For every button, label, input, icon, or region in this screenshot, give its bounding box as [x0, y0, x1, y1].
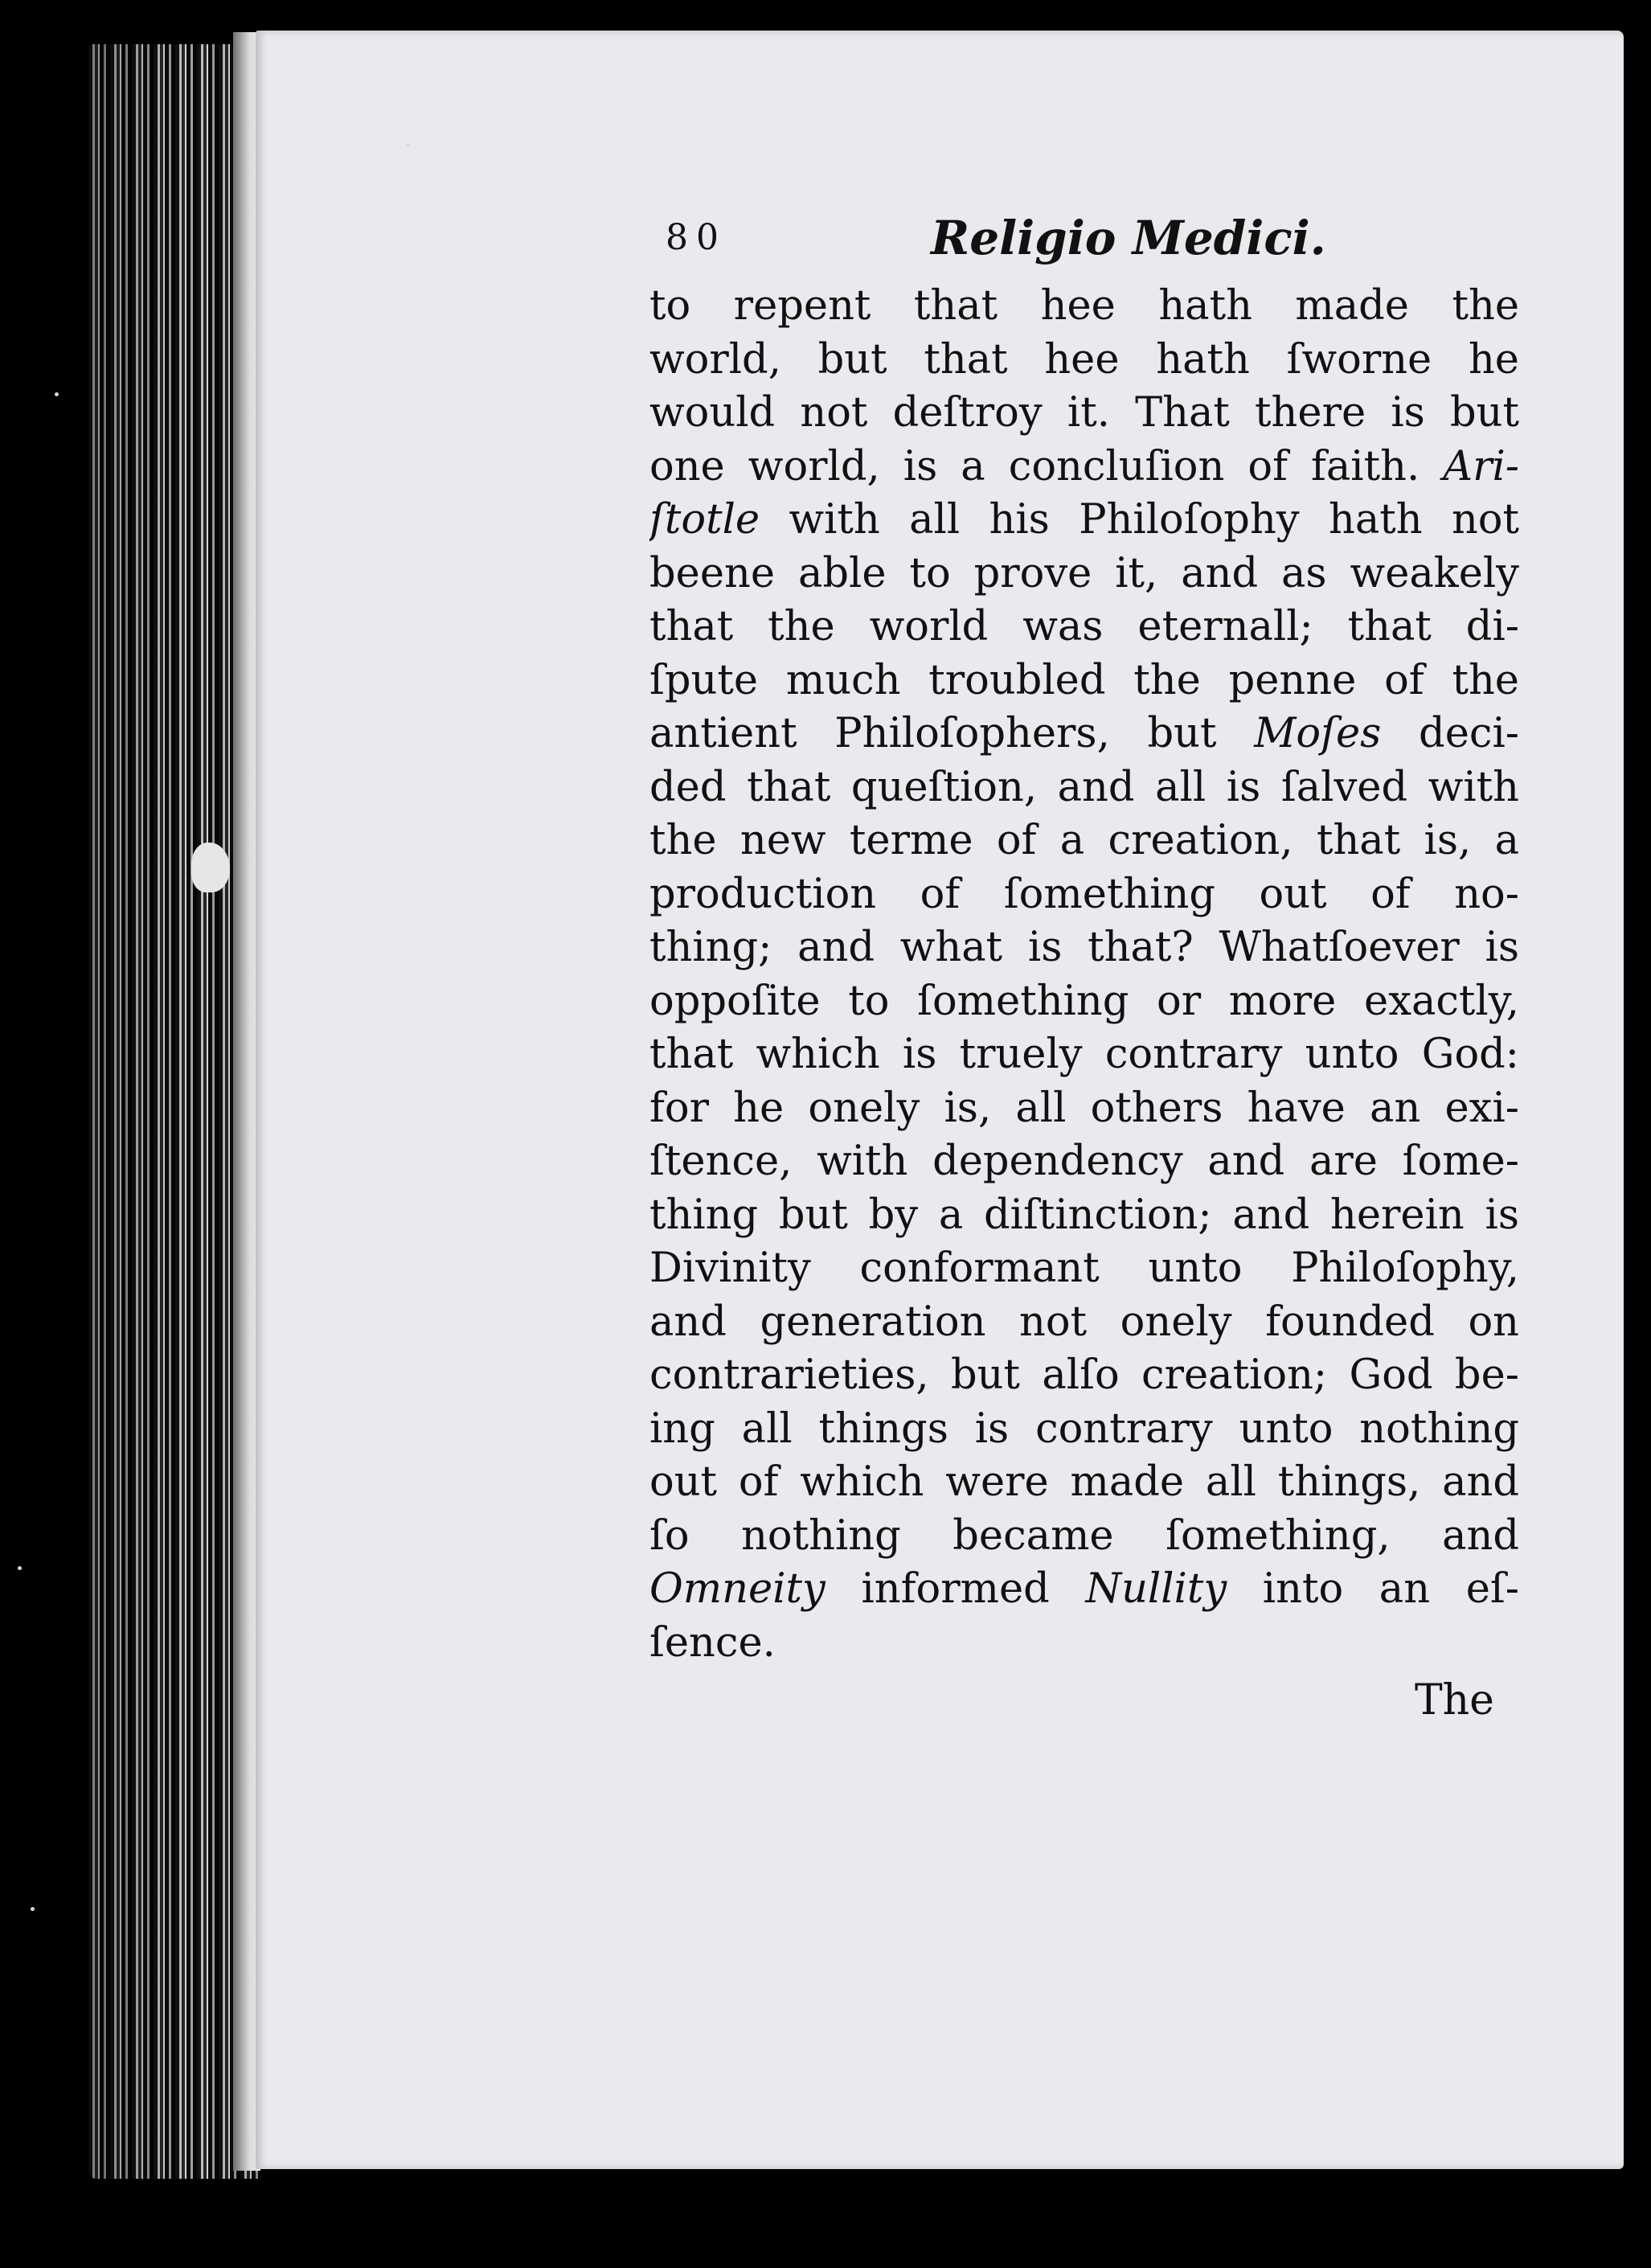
- text-run: ſtence, with dependency and are ſome-: [649, 1138, 1519, 1185]
- text-line: [649, 1135, 1519, 1189]
- text-run: out of which were made all things, and: [649, 1458, 1519, 1506]
- text-run: the new terme of a creation, that is, a: [649, 817, 1519, 864]
- text-line: [649, 548, 1519, 601]
- text-run: ſpute much troubled the penne of the: [649, 656, 1519, 704]
- dust-speck: [406, 143, 410, 147]
- text-line: [649, 761, 1519, 815]
- text-line: [649, 654, 1519, 708]
- text-line: [649, 1349, 1519, 1403]
- text-line: [649, 1617, 1519, 1671]
- text-run: thing; and what is that? Whatſoever is: [649, 924, 1519, 971]
- text-line: [649, 334, 1519, 388]
- text-line: [649, 387, 1519, 441]
- text-line: [649, 1028, 1519, 1082]
- text-run: to repent that hee hath made the: [649, 282, 1519, 330]
- text-line: [649, 1296, 1519, 1350]
- catchword: The: [1415, 1676, 1494, 1725]
- text-run: beene able to prove it, and as weakely: [649, 549, 1519, 597]
- text-run: contrarieties, but alſo creation; God be-: [649, 1351, 1519, 1399]
- text-run: and generation not onely founded on: [649, 1298, 1519, 1346]
- dust-speck: [18, 1566, 22, 1570]
- text-run: one world, is a concluſion of faith.: [649, 442, 1444, 490]
- running-head: [666, 211, 1518, 275]
- text-line: [649, 868, 1519, 922]
- text-run: ſo nothing became ſomething, and: [649, 1511, 1519, 1560]
- text-line: [649, 975, 1519, 1029]
- text-run: production of ſomething out of no-: [649, 870, 1519, 918]
- text-line: [649, 1082, 1519, 1136]
- page-number: 80: [666, 217, 727, 258]
- text-run: ing all things is contrary unto nothing: [649, 1405, 1519, 1453]
- text-run: with all his Philoſophy hath not: [760, 496, 1519, 543]
- text-run: into an eſ-: [1227, 1565, 1519, 1613]
- text-line: [649, 1563, 1519, 1617]
- text-run: deci-: [1381, 710, 1519, 757]
- book-title: Religio Medici.: [931, 211, 1326, 265]
- italic-text: Ari-: [1443, 442, 1519, 490]
- body-text: [649, 280, 1519, 1670]
- text-run: ſence.: [649, 1618, 776, 1667]
- text-line: [649, 1189, 1519, 1243]
- text-run: for he onely is, all others have an exi-: [649, 1084, 1519, 1132]
- text-line: [649, 921, 1519, 975]
- text-run: world, but that hee hath ſworne he: [649, 335, 1519, 383]
- text-run: that the world was eternall; that di-: [649, 603, 1519, 650]
- text-line: [649, 1456, 1519, 1510]
- italic-text: ſtotle: [649, 496, 760, 543]
- text-run: antient Philoſophers, but: [649, 710, 1255, 757]
- text-line: [649, 1242, 1519, 1296]
- dust-speck: [31, 1907, 35, 1911]
- text-run: would not deſtroy it. That there is but: [649, 389, 1519, 437]
- text-run: Divinity conformant unto Philoſophy,: [649, 1245, 1519, 1292]
- text-line: [649, 1403, 1519, 1457]
- italic-text: Nullity: [1085, 1565, 1227, 1613]
- text-run: ded that queſtion, and all is ſalved with: [649, 763, 1519, 811]
- text-line: [649, 494, 1519, 548]
- text-line: [649, 601, 1519, 654]
- text-line: [649, 441, 1519, 494]
- dust-speck: [55, 392, 59, 396]
- text-run: informed: [825, 1565, 1086, 1613]
- text-run: thing but by a diſtinction; and herein is: [649, 1191, 1519, 1239]
- text-line: [649, 814, 1519, 868]
- text-run: oppoſite to ſomething or more exactly,: [649, 977, 1519, 1025]
- italic-text: Moſes: [1254, 710, 1382, 757]
- text-line: [649, 707, 1519, 761]
- text-line: [649, 1510, 1519, 1564]
- text-run: that which is truely contrary unto God:: [649, 1031, 1519, 1078]
- italic-text: Omneity: [649, 1565, 826, 1613]
- text-line: [649, 280, 1519, 334]
- paper-blemish: [191, 843, 230, 892]
